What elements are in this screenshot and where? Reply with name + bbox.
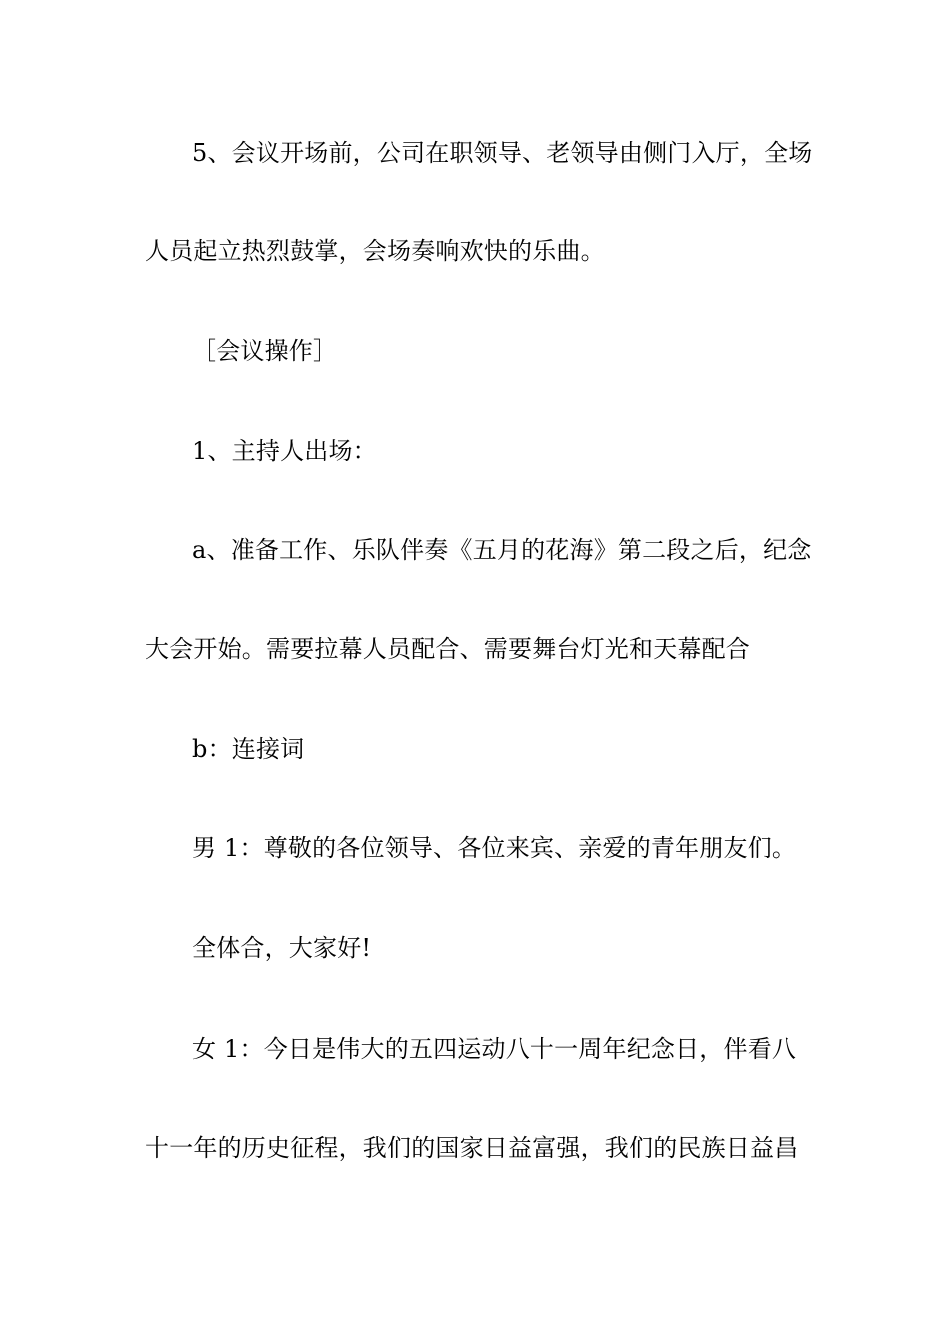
paragraph-line: 十一年的历史征程，我们的国家日益富强，我们的民族日益昌 [145,1134,799,1162]
paragraph-line: b：连接词 [192,735,305,763]
paragraph-line: 全体合，大家好! [192,934,372,962]
paragraph-line: 女 1：今日是伟大的五四运动八十一周年纪念日，伴看八 [192,1035,797,1063]
paragraph-line: 5、会议开场前，公司在职领导、老领导由侧门入厅，全场 [192,139,813,167]
paragraph-line: 人员起立热烈鼓掌，会场奏响欢快的乐曲。 [145,237,605,265]
paragraph-line: 1、主持人出场： [192,437,377,465]
paragraph-line: 大会开始。需要拉幕人员配合、需要舞台灯光和天幕配合 [145,635,750,663]
paragraph-line: a、准备工作、乐队伴奏《五月的花海》第二段之后，纪念 [192,536,812,564]
section-heading: ［会议操作］ [192,337,338,365]
paragraph-line: 男 1：尊敬的各位领导、各位来宾、亲爱的青年朋友们。 [192,834,797,862]
